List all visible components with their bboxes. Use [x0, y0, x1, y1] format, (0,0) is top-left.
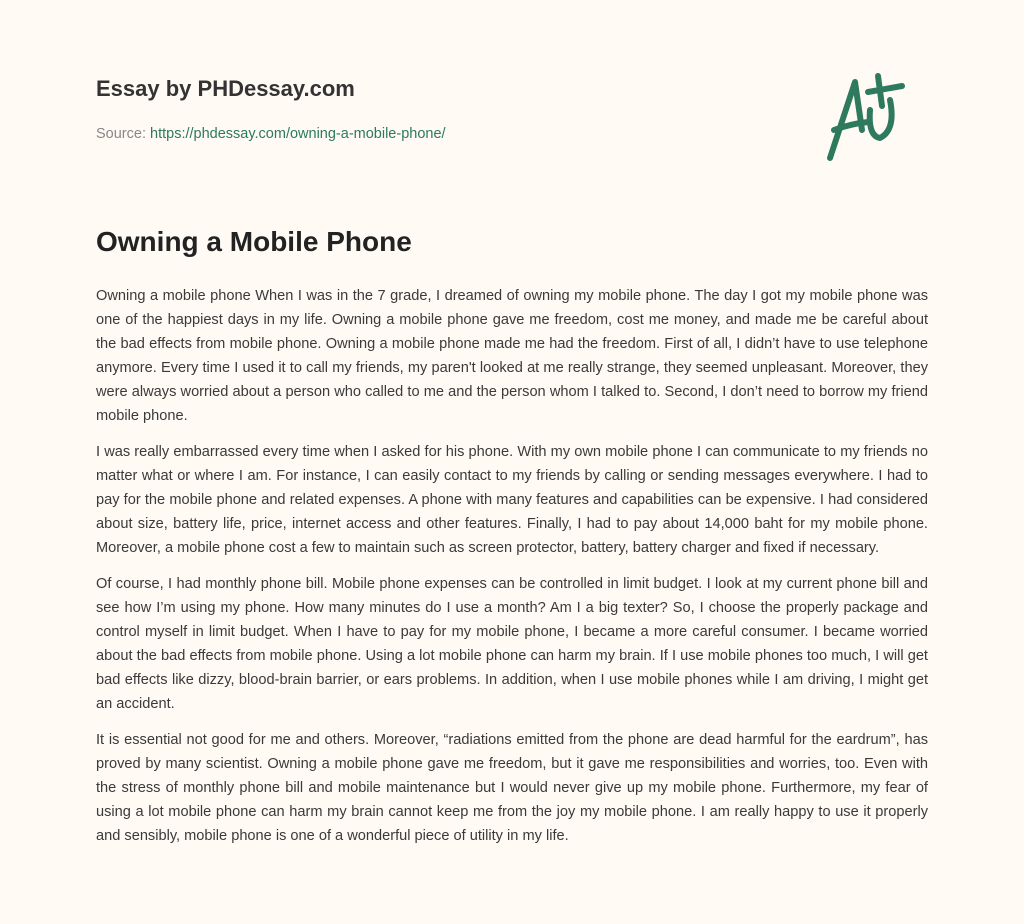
source-link[interactable]: https://phdessay.com/owning-a-mobile-phone/	[150, 126, 446, 142]
a-plus-logo-icon	[820, 70, 930, 165]
source-line	[96, 126, 446, 142]
brand-title: Essay by PHDessay.com	[96, 76, 355, 101]
paragraph: It is essential not good for me and others. Moreover, “radiations emitted from the phone are dead harmful for the eardrum”, has proved by many scientist. Owning a mobile phone gave me freedom, but it gave me responsibilities and worries, too. Even with the stress of monthly phone bill and mobile maintenance but I would never give up my mobile phone. Furthermore, my fear of using a lot mobile phone can harm my brain cannot keep me from the joy my mobile phone. I am really happy to use it properly and sensibly, mobile phone is one of a wonderful piece of utility in my life.	[96, 732, 928, 844]
header	[96, 76, 446, 142]
essay-title: Owning a Mobile Phone	[96, 226, 412, 257]
essay-body	[96, 284, 928, 860]
paragraph: I was really embarrassed every time when I asked for his phone. With my own mobile phone I can communicate to my friends no matter what or where I am. For instance, I can easily contact to my friends by calling or sending messages everywhere. I had to pay for the mobile phone and related expenses. A phone with many features and capabilities can be expensive. I had considered about size, battery life, price, internet access and other features. Finally, I had to pay about 14,000 baht for my mobile phone. Moreover, a mobile phone cost a few to maintain such as screen protector, battery, battery charger and fixed if necessary.	[96, 444, 928, 556]
source-label: Source:	[96, 126, 146, 142]
paragraph: Owning a mobile phone When I was in the 7 grade, I dreamed of owning my mobile phone. The day I got my mobile phone was one of the happiest days in my life. Owning a mobile phone gave me freedom, cost me money, and made me be careful about the bad effects from mobile phone. Owning a mobile phone made me had the freedom. First of all, I didn’t have to use telephone anymore. Every time I used it to call my friends, my paren't looked at me really strange, they seemed unpleasant. Moreover, they were always worried about a person who called to me and the person whom I talked to. Second, I don’t need to borrow my friend mobile phone.	[96, 288, 928, 424]
paragraph: Of course, I had monthly phone bill. Mobile phone expenses can be controlled in limit budget. I look at my current phone bill and see how I’m using my phone. How many minutes do I use a month? Am I a big texter? So, I choose the properly package and control myself in limit budget. When I have to pay for my mobile phone, I became a more careful consumer. I became worried about the bad effects from mobile phone. Using a lot mobile phone can harm my brain. If I use mobile phones too much, I will get bad effects like dizzy, blood-brain barrier, or ears problems. In addition, when I use mobile phones while I am driving, I might get an accident.	[96, 576, 928, 712]
